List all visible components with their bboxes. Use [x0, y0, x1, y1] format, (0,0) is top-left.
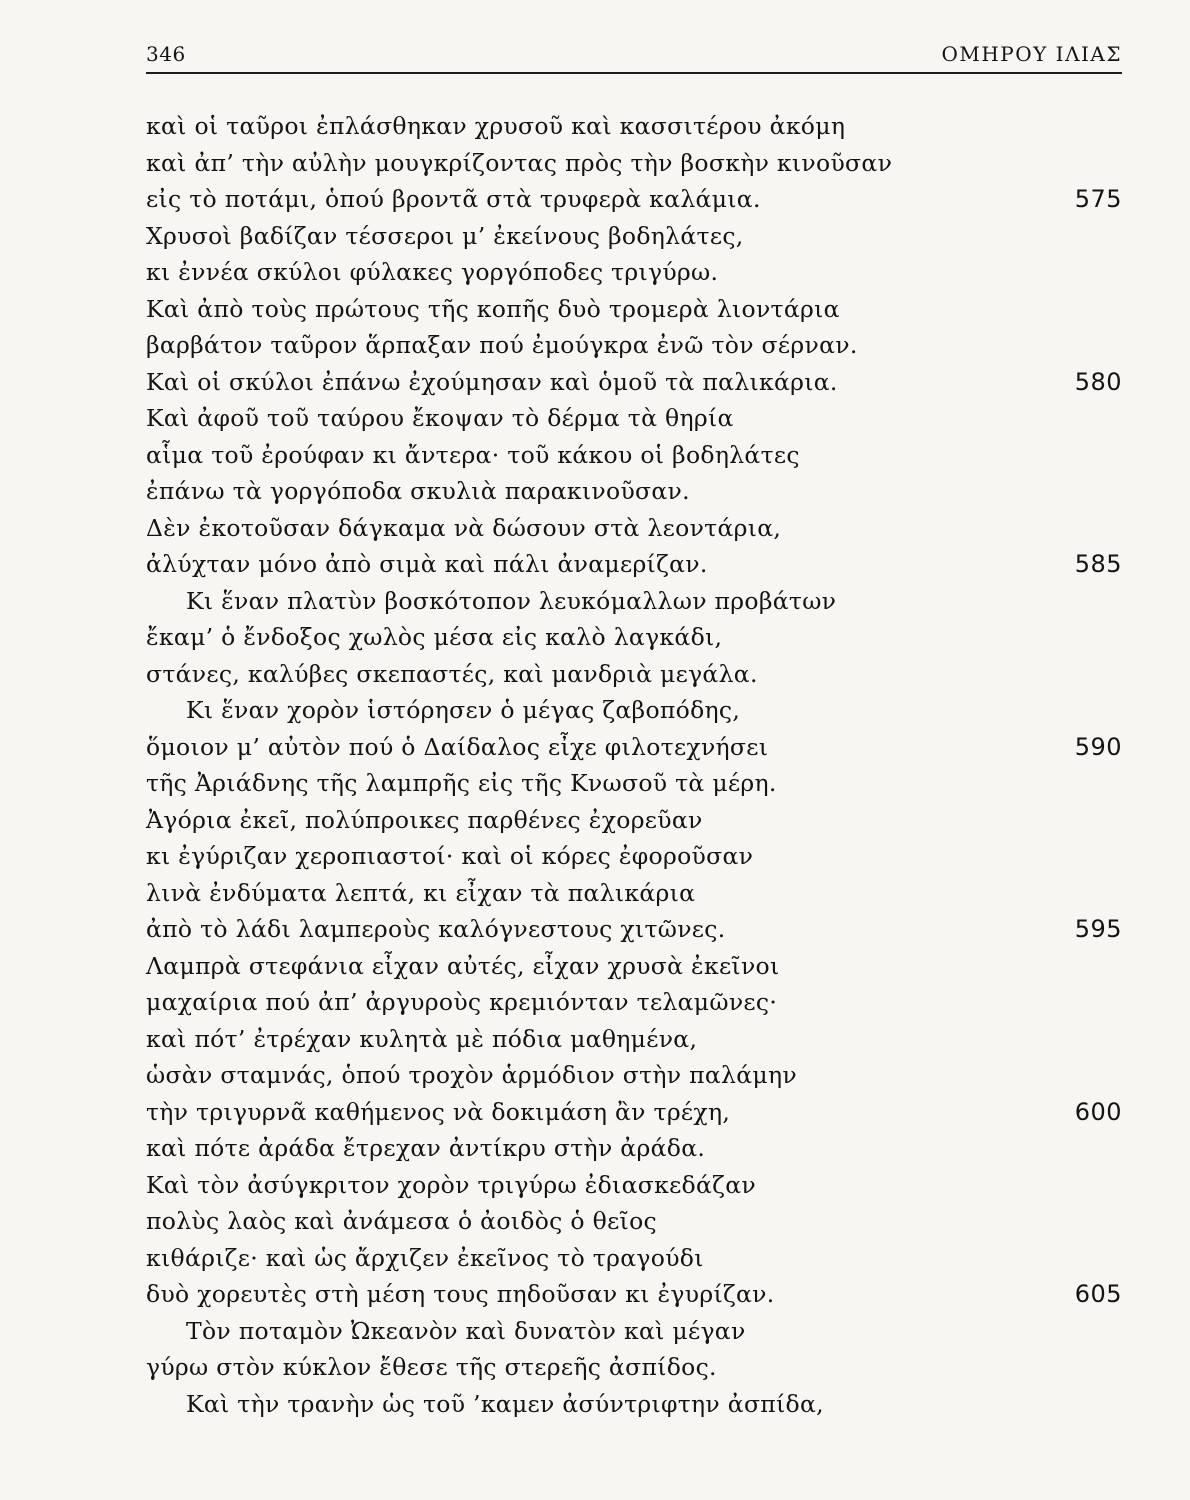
- verse-line: [0, 1094, 1190, 1131]
- verse-line: [0, 437, 1190, 474]
- verse-line: [0, 765, 1190, 802]
- verse-text: εἰς τὸ ποτάμι, ὁπού βροντᾶ στὰ τρυφερὰ καλάμια.: [146, 185, 761, 213]
- verse-line: [0, 108, 1190, 145]
- line-number: 585: [1074, 550, 1122, 578]
- verse-line: [0, 1276, 1190, 1313]
- verse-line: [0, 875, 1190, 912]
- verse-line: [0, 1313, 1190, 1350]
- verse-line: [0, 911, 1190, 948]
- verse-text: στάνες, καλύβες σκεπαστές, καὶ μανδριὰ μεγάλα.: [146, 659, 758, 688]
- verse-line: [0, 692, 1190, 729]
- verse-text: τὴν τριγυρνᾶ καθήμενος νὰ δοκιμάση ἂν τρέχη,: [146, 1097, 731, 1126]
- line-number: 595: [1074, 915, 1122, 943]
- verse-line: [0, 1349, 1190, 1386]
- verse-line: [0, 1021, 1190, 1058]
- verse-text: Ἀγόρια ἐκεῖ, πολύπροικες παρθένες ἐχορεῦαν: [146, 805, 703, 834]
- verse-text: Καὶ ἀπὸ τοὺς πρώτους τῆς κοπῆς δυὸ τρομερὰ λιοντάρια: [146, 294, 840, 323]
- verse-text: καὶ πότ’ ἐτρέχαν κυλητὰ μὲ πόδια μαθημένα,: [146, 1024, 698, 1053]
- verse-line: [0, 1203, 1190, 1240]
- verse-line: [0, 181, 1190, 218]
- verse-line: [0, 948, 1190, 985]
- verse-line: [0, 1167, 1190, 1204]
- verse-text: πολὺς λαὸς καὶ ἀνάμεσα ὁ ἀοιδὸς ὁ θεῖος: [146, 1207, 657, 1235]
- verse-line: [0, 729, 1190, 766]
- line-number: 575: [1074, 185, 1122, 213]
- verse-text: Καὶ ἀφοῦ τοῦ ταύρου ἔκοψαν τὸ δέρμα τὰ θηρία: [146, 404, 734, 432]
- line-number: 580: [1074, 367, 1122, 396]
- header-rule: [146, 72, 1122, 74]
- verse-text: αἷμα τοῦ ἐρούφαν κι ἄντερα· τοῦ κάκου οἱ βοδηλάτες: [146, 440, 800, 469]
- line-number: 590: [1074, 732, 1122, 761]
- verse-line: [0, 254, 1190, 291]
- verse-text: κι ἐγύριζαν χεροπιαστοί· καὶ οἱ κόρες ἐφοροῦσαν: [146, 842, 754, 870]
- verse-line: [0, 145, 1190, 182]
- verse-text: γύρω στὸν κύκλον ἔθεσε τῆς στερεῆς ἀσπίδος.: [146, 1353, 717, 1381]
- verse-text: Τὸν ποταμὸν Ὠκεανὸν καὶ δυνατὸν καὶ μέγαν: [186, 1316, 746, 1345]
- verse-text: δυὸ χορευτὲς στὴ μέση τους πηδοῦσαν κι ἐγυρίζαν.: [146, 1280, 775, 1308]
- verse-text: Δὲν ἐκοτοῦσαν δάγκαμα νὰ δώσουν στὰ λεοντάρια,: [146, 513, 782, 542]
- line-number: 605: [1074, 1280, 1122, 1308]
- verse-text: Λαμπρὰ στεφάνια εἶχαν αὐτές, εἶχαν χρυσὰ ἐκεῖνοι: [146, 951, 780, 980]
- verse-line: [0, 291, 1190, 328]
- verse-text: καὶ οἱ ταῦροι ἐπλάσθηκαν χρυσοῦ καὶ κασσιτέρου ἀκόμη: [146, 112, 846, 140]
- verse-line: [0, 400, 1190, 437]
- page-header: [146, 38, 1122, 74]
- verse-text: ἔκαμ’ ὁ ἔνδοξος χωλὸς μέσα εἰς καλὸ λαγκάδι,: [146, 623, 723, 651]
- verse-text: βαρβάτον ταῦρον ἅρπαξαν πού ἐμούγκρα ἐνῶ τὸν σέρναν.: [146, 331, 858, 359]
- verse-text: ὡσὰν σταμνάς, ὁπού τροχὸν ἁρμόδιον στὴν παλάμην: [146, 1061, 797, 1089]
- verse-line: [0, 218, 1190, 255]
- verse-text: Καὶ τὸν ἀσύγκριτον χορὸν τριγύρω ἐδιασκεδάζαν: [146, 1170, 756, 1199]
- verse-text: ἀπὸ τὸ λάδι λαμπεροὺς καλόγνεστους χιτῶνες.: [146, 915, 726, 943]
- verse-line: [0, 656, 1190, 693]
- verse-text: Καὶ οἱ σκύλοι ἐπάνω ἐχούμησαν καὶ ὁμοῦ τὰ παλικάρια.: [146, 367, 838, 396]
- verse-block: [0, 108, 1190, 1422]
- verse-text: Κι ἕναν πλατὺν βοσκότοπον λευκόμαλλων προβάτων: [186, 586, 837, 615]
- verse-text: ἀλύχταν μόνο ἀπὸ σιμὰ καὶ πάλι ἀναμερίζαν.: [146, 550, 708, 578]
- verse-text: κι ἐννέα σκύλοι φύλακες γοργόποδες τριγύρω.: [146, 258, 719, 286]
- verse-text: Καὶ τὴν τρανὴν ὡς τοῦ ’καμεν ἀσύντριφτην ἀσπίδα,: [186, 1389, 824, 1418]
- verse-text: ἐπάνω τὰ γοργόποδα σκυλιὰ παρακινοῦσαν.: [146, 477, 690, 505]
- page-number: 346: [146, 42, 186, 66]
- verse-text: Κι ἕναν χορὸν ἱστόρησεν ὁ μέγας ζαβοπόδης,: [186, 696, 741, 724]
- verse-line: [0, 1240, 1190, 1277]
- running-title: ΟΜΗΡΟΥ ΙΛΙΑΣ: [941, 42, 1122, 66]
- verse-text: Χρυσοὶ βαδίζαν τέσσεροι μ’ ἐκείνους βοδηλάτες,: [146, 221, 744, 250]
- verse-text: μαχαίρια πού ἀπ’ ἀργυροὺς κρεμιόνταν τελαμῶνες·: [146, 988, 778, 1016]
- verse-text: λινὰ ἐνδύματα λεπτά, κι εἶχαν τὰ παλικάρια: [146, 878, 696, 907]
- verse-line: [0, 364, 1190, 401]
- verse-line: [0, 619, 1190, 656]
- verse-line: [0, 583, 1190, 620]
- verse-text: ὅμοιον μ’ αὐτὸν πού ὁ Δαίδαλος εἶχε φιλοτεχνήσει: [146, 732, 769, 761]
- verse-line: [0, 1386, 1190, 1423]
- verse-text: τῆς Ἀριάδνης τῆς λαμπρῆς εἰς τῆς Κνωσοῦ τὰ μέρη.: [146, 769, 777, 797]
- verse-line: [0, 510, 1190, 547]
- verse-text: καὶ ἀπ’ τὴν αὐλὴν μουγκρίζοντας πρὸς τὴν βοσκὴν κινοῦσαν: [146, 148, 893, 177]
- verse-line: [0, 802, 1190, 839]
- verse-line: [0, 546, 1190, 583]
- verse-line: [0, 327, 1190, 364]
- verse-line: [0, 838, 1190, 875]
- verse-line: [0, 473, 1190, 510]
- line-number: 600: [1074, 1097, 1122, 1126]
- verse-text: καὶ πότε ἀράδα ἔτρεχαν ἀντίκρυ στὴν ἀράδα.: [146, 1134, 706, 1162]
- verse-text: κιθάριζε· καὶ ὡς ἄρχιζεν ἐκεῖνος τὸ τραγούδι: [146, 1243, 704, 1272]
- verse-line: [0, 1057, 1190, 1094]
- verse-line: [0, 984, 1190, 1021]
- verse-line: [0, 1130, 1190, 1167]
